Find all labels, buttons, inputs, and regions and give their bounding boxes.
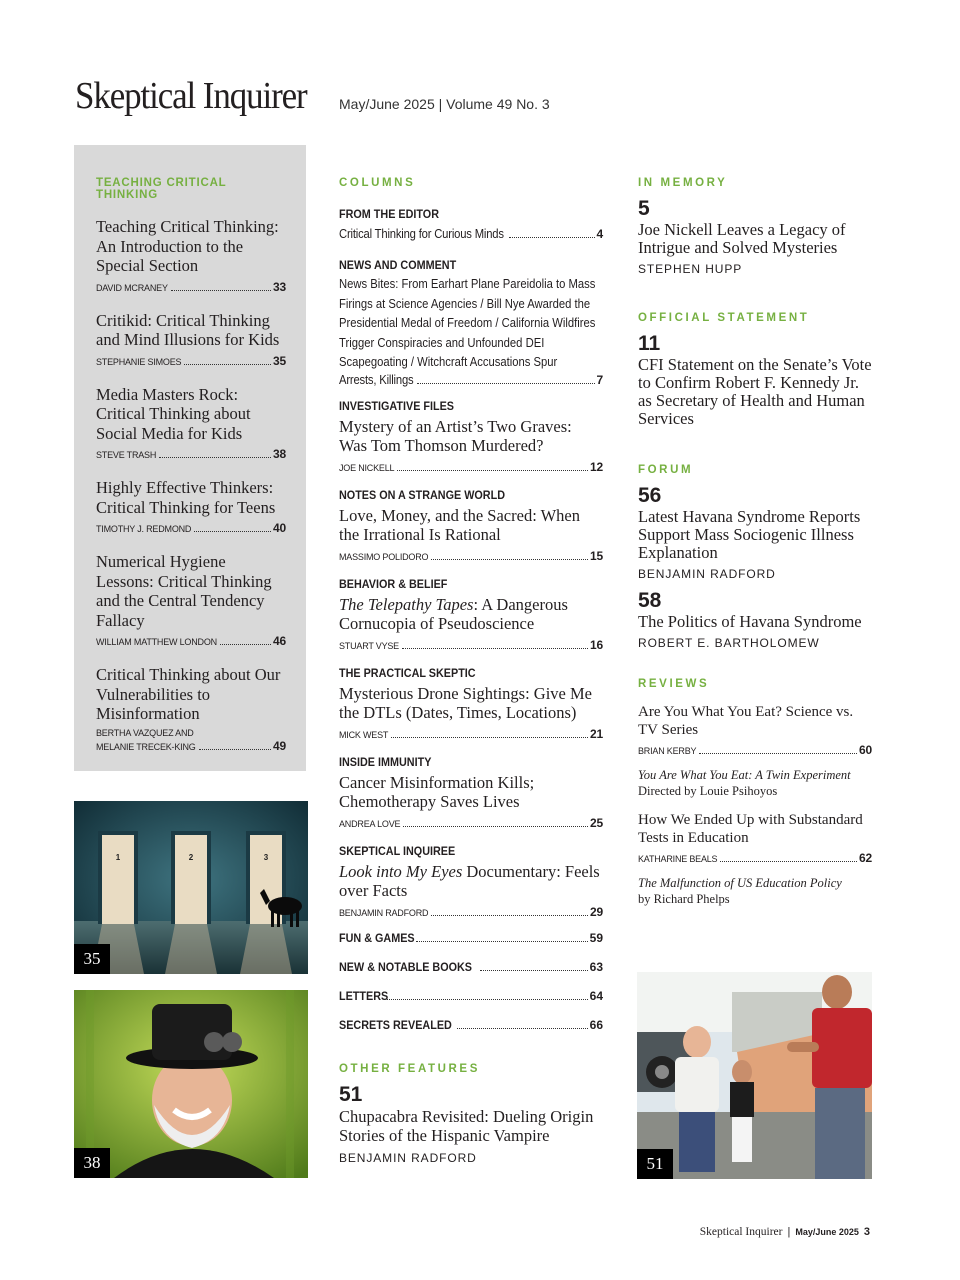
page-number: 3 — [863, 1226, 870, 1238]
entry-author: MICK WEST — [339, 729, 389, 740]
entry-title-end: Arrests, Killings — [339, 372, 414, 387]
toc-entry[interactable] — [339, 755, 603, 830]
entry-author-line1: BERTHA VAZQUEZ AND — [96, 727, 194, 738]
toc-entry[interactable] — [638, 589, 872, 650]
entry-page: 29 — [590, 904, 603, 919]
entry-title: Critical Thinking for Curious Minds — [339, 227, 504, 241]
entry-page: 11 — [638, 332, 661, 355]
entry-title: NEW & NOTABLE BOOKS — [339, 959, 473, 974]
toc-entry[interactable] — [96, 665, 286, 753]
entry-page: 7 — [596, 372, 603, 387]
section-label: IN MEMORY — [638, 177, 728, 189]
entry-title: Media Masters Rock: Critical Thinking about Social Media for Kids — [96, 384, 251, 443]
entry-author: BENJAMIN RADFORD — [339, 907, 429, 918]
toc-entry[interactable] — [96, 311, 286, 368]
reviewed-work-credit: Directed by Louie Psihoyos — [638, 784, 778, 798]
entry-title-rest: : A Dangerous Cornucopia of Pseudoscience — [339, 594, 568, 633]
door-number: 1 — [115, 853, 121, 862]
entry-page: 5 — [638, 197, 650, 220]
entry-page: 16 — [590, 637, 603, 652]
entry-page: 59 — [589, 930, 603, 945]
issue-info: May/June 2025 | Volume 49 No. 3 — [339, 96, 550, 112]
page-footer — [700, 1226, 870, 1238]
entry-title: Mysterious Drone Sightings: Give Me the DTLs (Dates, Times, Locations) — [339, 683, 592, 722]
entry-author: ROBERT E. BARTHOLOMEW — [638, 636, 820, 650]
entry-author: STEVE TRASH — [96, 450, 157, 460]
entry-title: Are You What You Eat? Science vs. TV Series — [638, 704, 854, 738]
toc-entry[interactable] — [339, 989, 603, 1003]
entry-title-italic: The Telepathy Tapes — [339, 594, 474, 614]
entry-page: 21 — [590, 726, 603, 741]
toc-entry[interactable] — [96, 478, 286, 535]
entry-author: ANDREA LOVE — [339, 818, 401, 829]
section-label: COLUMNS — [339, 177, 416, 189]
footer-issue: May/June 2025 — [795, 1227, 859, 1237]
entry-page: 51 — [339, 1082, 363, 1106]
entry-page: 40 — [273, 521, 286, 535]
hat-man-photo[interactable] — [74, 990, 308, 1178]
street-illustration — [637, 972, 872, 1179]
entry-title: Highly Effective Thinkers: Critical Thinking for Teens — [96, 478, 276, 517]
entry-page: 33 — [273, 279, 286, 294]
reviewed-work: You Are What You Eat: A Twin Experiment — [638, 768, 851, 782]
toc-entry[interactable] — [638, 332, 872, 428]
teaching-critical-thinking-section — [74, 145, 306, 771]
toc-entry[interactable] — [339, 577, 603, 652]
entry-title: Chupacabra Revisited: Dueling Origin Stories of the Hispanic Vampire — [339, 1106, 594, 1145]
toc-entry[interactable] — [339, 1083, 603, 1165]
toc-entry[interactable] — [96, 385, 286, 462]
toc-entry[interactable] — [339, 399, 603, 474]
footer-title: Skeptical Inquirer — [699, 1226, 783, 1238]
entry-page: 49 — [273, 738, 286, 753]
entry-author: BRIAN KERBY — [638, 746, 697, 756]
toc-entry[interactable] — [96, 552, 286, 648]
masthead: Skeptical Inquirer — [75, 75, 307, 117]
entry-title: FUN & GAMES — [339, 930, 415, 945]
column-head: FROM THE EDITOR — [339, 207, 440, 221]
entry-page: 64 — [589, 988, 603, 1003]
entry-author: JOE NICKELL — [339, 462, 395, 473]
entry-author: BENJAMIN RADFORD — [339, 1150, 477, 1165]
toc-entry[interactable] — [339, 1018, 603, 1032]
toc-entry[interactable] — [339, 207, 603, 241]
section-label: TEACHING CRITICAL THINKING — [96, 177, 227, 201]
entry-page: 56 — [638, 484, 662, 507]
photo-page-badge: 38 — [74, 1148, 110, 1178]
entry-author: KATHARINE BEALS — [638, 854, 718, 864]
photo-page-badge: 35 — [74, 944, 110, 974]
section-label: OTHER FEATURES — [339, 1062, 480, 1075]
entry-author: WILLIAM MATTHEW LONDON — [96, 637, 217, 647]
entry-title: News Bites: From Earhart Plane Pareidolia to Mass Firings at Science Agencies / Bill Nye Awarded the Presidential Medal of Freedom / California Wildfires Trigger Conspiracies and Unfounded DEI Scapegoating / Witchcraft Accusations Spur — [339, 277, 596, 369]
entry-author: STEPHANIE SIMOES — [96, 356, 182, 367]
entry-title: CFI Statement on the Senate’s Vote to Confirm Robert F. Kennedy Jr. as Secretary of Health and Human Services — [638, 355, 872, 428]
toc-entry[interactable] — [638, 703, 872, 799]
door-number: 2 — [188, 853, 194, 862]
entry-title: Critical Thinking about Our Vulnerabilities to Misinformation — [96, 665, 281, 723]
toc-entry[interactable] — [638, 811, 872, 907]
official-statement-section — [638, 312, 872, 428]
entry-author: TIMOTHY J. REDMOND — [96, 524, 192, 534]
column-head: SKEPTICAL INQUIREE — [339, 843, 456, 858]
entry-page: 25 — [590, 815, 603, 830]
entry-page: 4 — [596, 227, 603, 241]
section-label: REVIEWS — [638, 678, 710, 690]
entry-title — [339, 595, 603, 634]
street-photo[interactable] — [637, 972, 872, 1179]
section-label: OFFICIAL STATEMENT — [638, 312, 810, 324]
column-head: NEWS AND COMMENT — [339, 258, 457, 272]
toc-entry[interactable] — [638, 197, 872, 276]
entry-title: SECRETS REVEALED — [339, 1017, 452, 1032]
toc-entry[interactable] — [339, 666, 603, 741]
entry-page: 15 — [590, 548, 603, 563]
forum-section — [638, 464, 872, 650]
entry-title: LETTERS — [339, 988, 389, 1003]
entry-title — [339, 862, 603, 901]
entry-page: 63 — [589, 959, 603, 974]
entry-page: 46 — [273, 634, 286, 648]
columns-section — [339, 177, 603, 1165]
column-head: INSIDE IMMUNITY — [339, 754, 432, 769]
entry-page: 12 — [590, 459, 603, 474]
entry-title: Joe Nickell Leaves a Legacy of Intrigue and Solved Mysteries — [638, 220, 846, 257]
doors-photo[interactable] — [74, 801, 308, 974]
entry-page: 38 — [273, 447, 286, 461]
entry-page: 60 — [859, 743, 872, 757]
toc-entry[interactable] — [339, 488, 603, 563]
entry-author: BENJAMIN RADFORD — [638, 567, 776, 581]
reviews-section — [638, 678, 872, 907]
column-head: INVESTIGATIVE FILES — [339, 398, 455, 413]
entry-title: Latest Havana Syndrome Reports Support Mass Sociogenic Illness Explanation — [638, 507, 861, 562]
entry-author: STUART VYSE — [339, 640, 399, 651]
column-head: NOTES ON A STRANGE WORLD — [339, 487, 506, 502]
entry-author: DAVID MCRANEY — [96, 282, 168, 293]
entry-title: The Politics of Havana Syndrome — [638, 612, 862, 631]
toc-entry[interactable] — [339, 258, 603, 387]
entry-title-italic: Look into My Eyes — [339, 861, 463, 881]
column-head: BEHAVIOR & BELIEF — [339, 576, 448, 591]
entry-page: 35 — [273, 353, 286, 368]
entry-title-rest: Documentary: Feels over Facts — [339, 861, 600, 900]
entry-author: MELANIE TRECEK-KING — [96, 741, 196, 752]
entry-page: 58 — [638, 589, 662, 612]
entry-title: Numerical Hygiene Lessons: Critical Thinking and the Central Tendency Fallacy — [96, 552, 272, 630]
entry-page: 62 — [859, 851, 872, 865]
photo-page-badge: 51 — [637, 1149, 673, 1179]
toc-entry[interactable] — [339, 960, 603, 974]
toc-entry[interactable] — [339, 844, 603, 919]
entry-title: Mystery of an Artist’s Two Graves: Was Tom Thomson Murdered? — [339, 416, 572, 455]
other-features-section — [339, 1063, 603, 1165]
footer-separator: | — [787, 1226, 791, 1238]
column-head: THE PRACTICAL SKEPTIC — [339, 665, 476, 680]
entry-title: How We Ended Up with Substandard Tests in Education — [638, 812, 863, 846]
section-label: FORUM — [638, 464, 694, 476]
right-column — [638, 177, 872, 907]
toc-entry[interactable] — [638, 484, 872, 581]
reviewed-work-credit: by Richard Phelps — [638, 892, 730, 906]
entry-title: Cancer Misinformation Kills; Chemotherapy Saves Lives — [339, 772, 535, 811]
entry-page: 66 — [589, 1017, 603, 1032]
entry-title: Critikid: Critical Thinking and Mind Illusions for Kids — [96, 310, 280, 349]
door-number: 3 — [263, 853, 269, 862]
toc-entry[interactable] — [339, 931, 603, 945]
entry-author: MASSIMO POLIDORO — [339, 551, 429, 562]
entry-title: Teaching Critical Thinking: An Introduction to the Special Section — [96, 217, 279, 275]
entry-author: STEPHEN HUPP — [638, 262, 743, 276]
in-memory-section — [638, 177, 872, 276]
entry-title: Love, Money, and the Sacred: When the Irrational Is Rational — [339, 505, 581, 544]
toc-entry[interactable] — [96, 217, 286, 294]
reviewed-work: The Malfunction of US Education Policy — [638, 876, 842, 890]
